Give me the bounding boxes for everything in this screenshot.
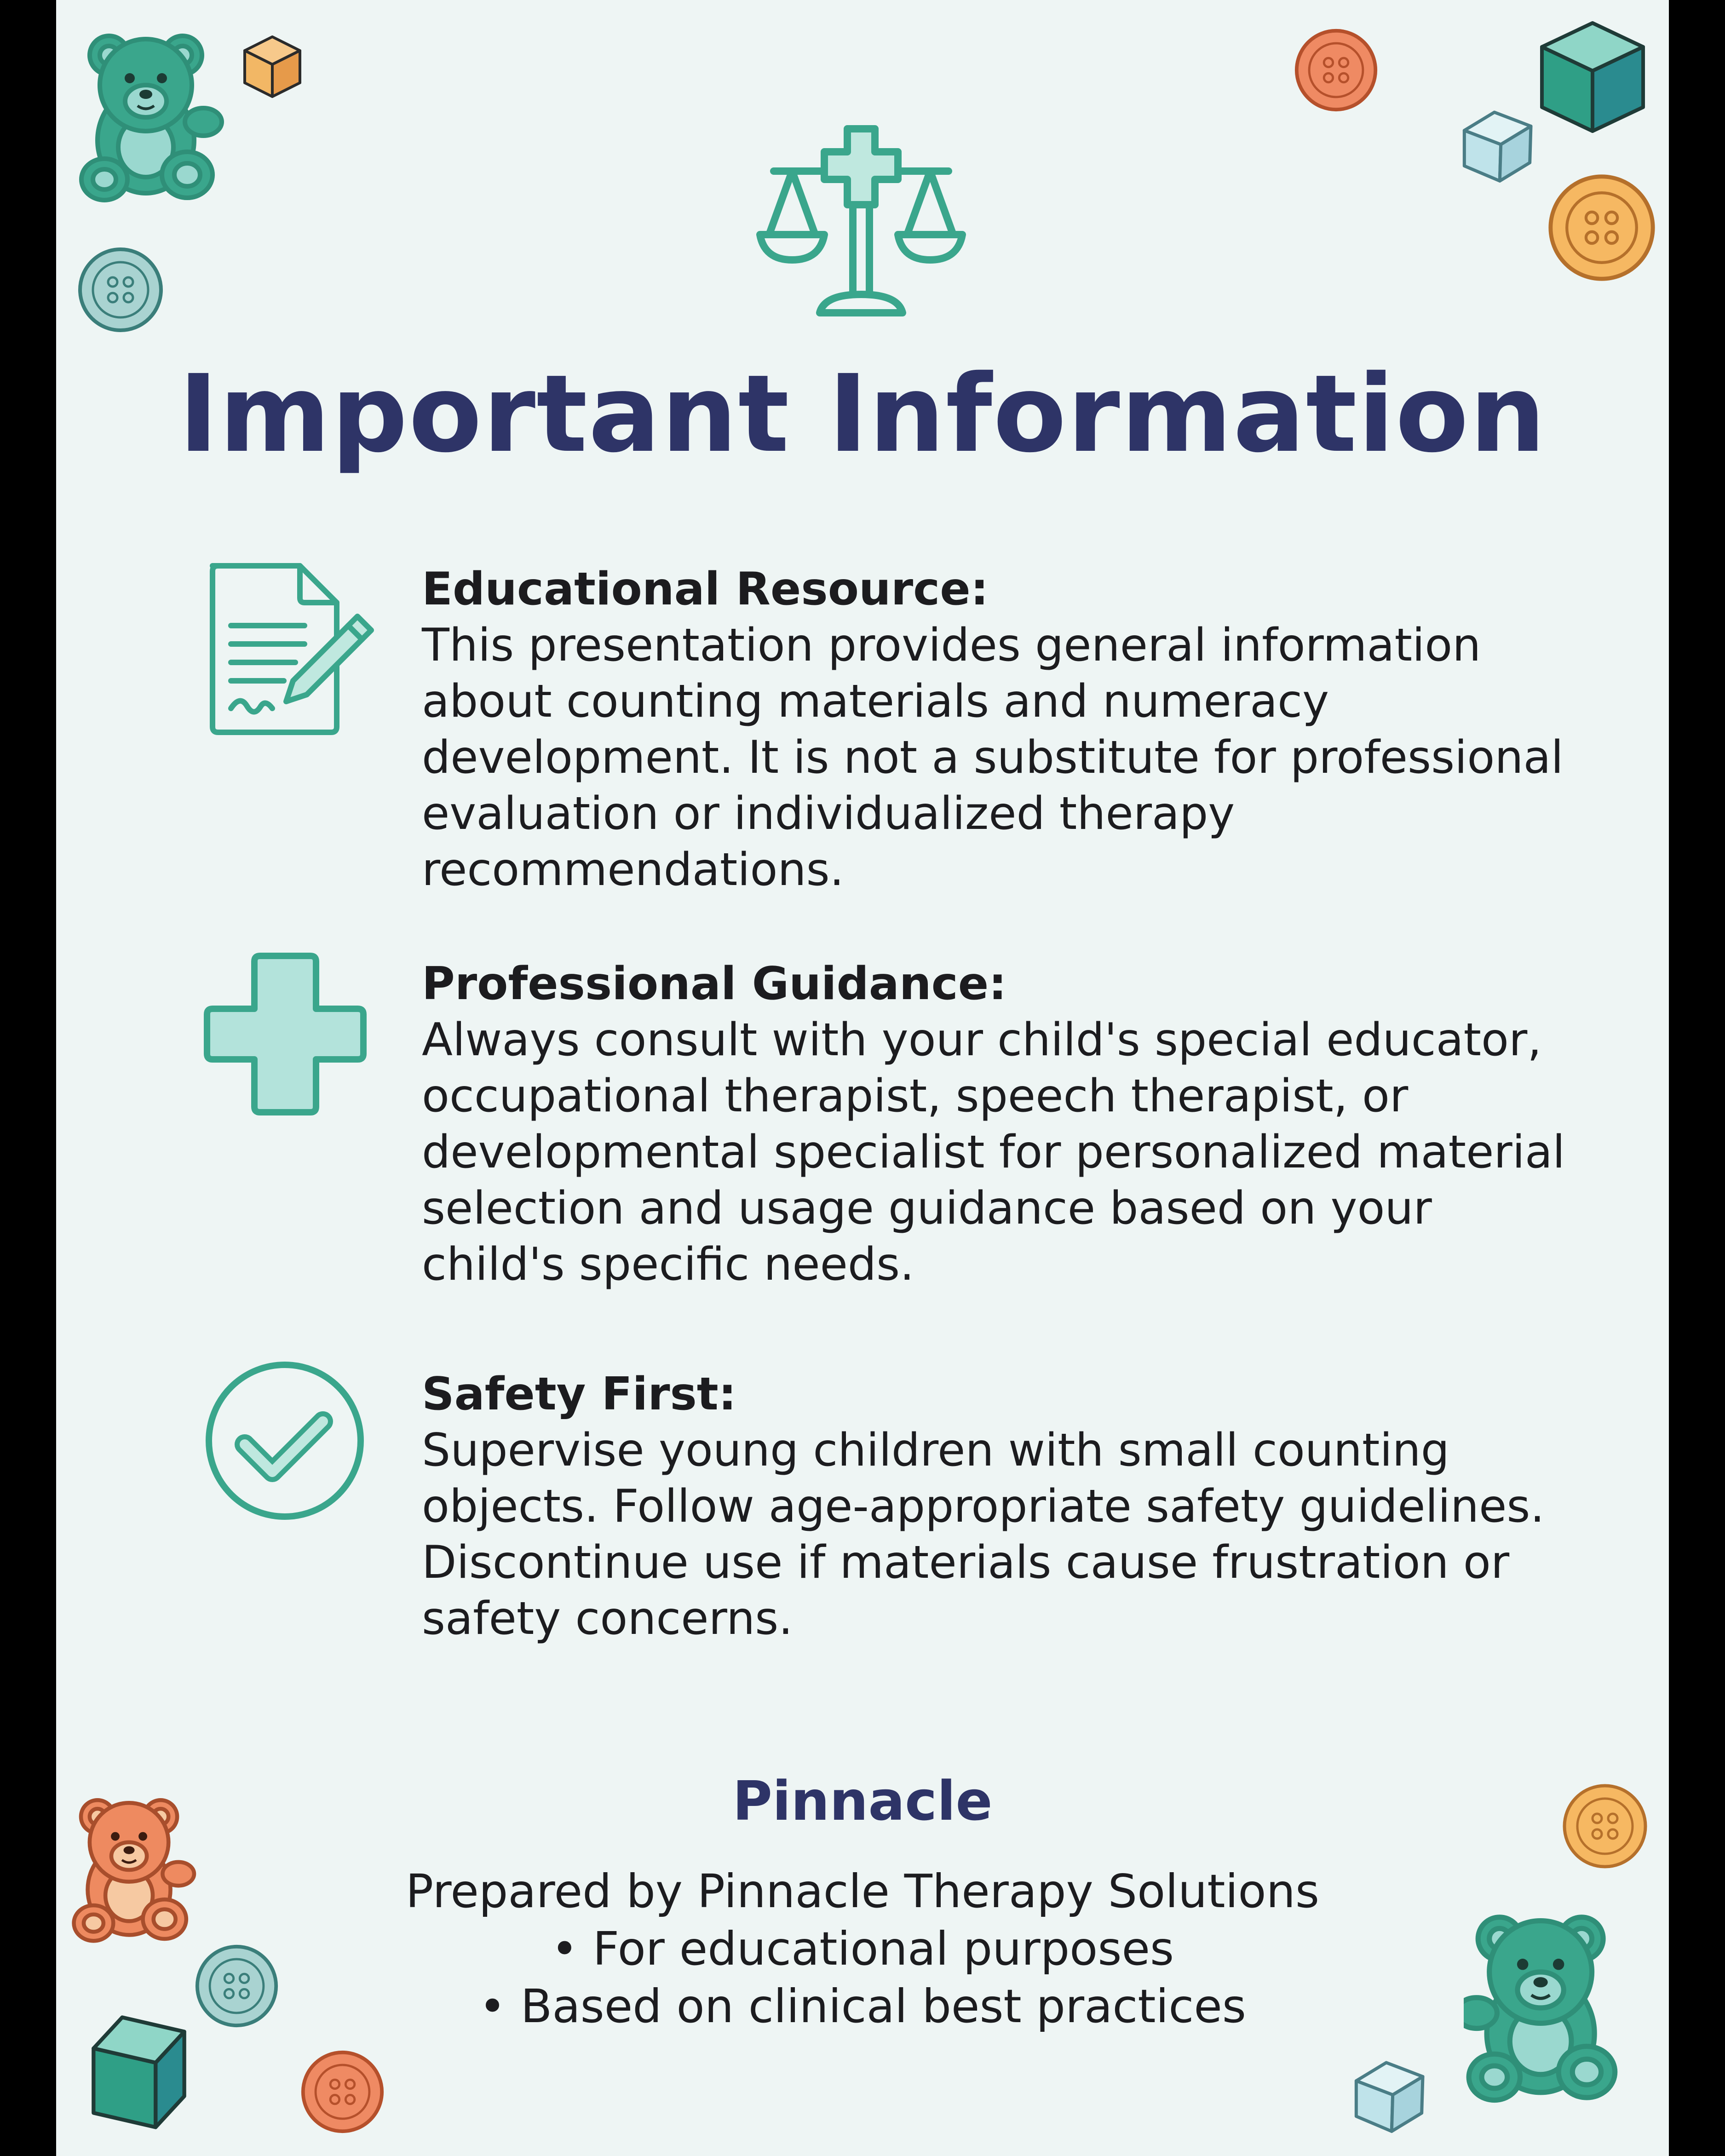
button-icon xyxy=(300,2049,385,2134)
section-heading: Professional Guidance: xyxy=(422,958,1007,1010)
section-safety-first xyxy=(422,1366,1618,1647)
button-icon xyxy=(77,246,164,333)
teddy-bear-icon xyxy=(77,21,238,214)
page xyxy=(56,0,1669,2156)
scales-medical-icon xyxy=(755,120,967,322)
button-icon xyxy=(1547,172,1657,283)
block-cube-icon xyxy=(238,32,307,101)
block-cube-icon xyxy=(1457,106,1537,186)
document-pen-icon xyxy=(203,561,378,741)
prepared-by: Prepared by Pinnacle Therapy Solutions xyxy=(405,1864,1320,1918)
checkmark-circle-icon xyxy=(203,1359,367,1523)
page-title: Important Information xyxy=(178,352,1547,476)
block-cube-icon xyxy=(1535,18,1650,138)
section-body: This presentation provides general information about counting materials and numeracy development. It is not a substitute for professional evaluation or individualized therapy recommendations. xyxy=(422,619,1564,896)
section-heading: Safety First: xyxy=(422,1368,736,1420)
teddy-bear-icon xyxy=(1464,1900,1643,2116)
teddy-bear-icon xyxy=(70,1787,208,1953)
button-icon xyxy=(1561,1782,1649,1870)
button-icon xyxy=(194,1943,279,2029)
section-body: Always consult with your child's special educator, occupational therapist, speech therapist, or developmental specialist for personalized material selection and usage guidance based on your child's specific needs. xyxy=(422,1014,1565,1291)
section-educational-resource xyxy=(422,561,1618,898)
footer-line-educational: • For educational purposes xyxy=(551,1922,1174,1976)
section-heading: Educational Resource: xyxy=(422,563,989,615)
block-cube-icon xyxy=(1349,2056,1429,2137)
section-professional-guidance xyxy=(422,956,1618,1293)
brand-name: Pinnacle xyxy=(732,1769,993,1833)
footer-line-clinical: • Based on clinical best practices xyxy=(479,1979,1246,2033)
block-cube-icon xyxy=(77,2010,201,2134)
section-body: Supervise young children with small counting objects. Follow age-appropriate safety guidelines. Discontinue use if materials cause frustration or safety concerns. xyxy=(422,1424,1545,1645)
button-icon xyxy=(1294,28,1379,113)
medical-cross-icon xyxy=(202,951,368,1117)
